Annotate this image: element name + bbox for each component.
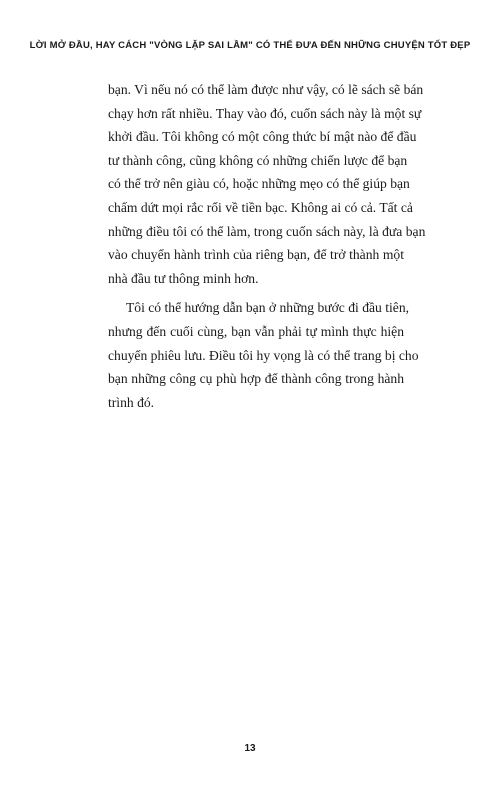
text-line: chuyến phiêu lưu. Điều tôi hy vọng là có thể trang bị cho [108,347,419,363]
text-line: những điều tôi có thể làm, trong cuốn sách này, là đưa bạn [108,223,426,239]
text-line: Tôi có thể hướng dẫn bạn ở những bước đi đầu tiên, [126,300,410,316]
text-line: bạn những công cụ phù hợp để thành công trong hành [108,371,404,387]
body-text [108,78,426,414]
text-line: nhưng đến cuối cùng, bạn vẫn phải tự mình thực hiện [108,323,404,339]
text-line: trình đó. [108,394,155,410]
paragraph [108,78,426,290]
paragraph [108,296,419,414]
text-line: bạn. Vì nếu nó có thể làm được như vậy, có lẽ sách sẽ bán [108,82,424,97]
text-line: vào chuyến hành trình của riêng bạn, để trở thành một [108,247,404,263]
text-line: có thể trở nên giàu có, hoặc những mẹo có thể giúp bạn [108,176,410,192]
text-line: chấm dứt mọi rắc rối về tiền bạc. Không ai có cả. Tất cả [108,199,413,215]
page-number: 13 [244,743,256,754]
running-header: LỜI MỞ ĐẦU, HAY CÁCH "VÒNG LẶP SAI LẦM" CÓ THỂ ĐƯA ĐẾN NHỮNG CHUYỆN TỐT ĐẸP [29,40,471,51]
text-line: khởi đầu. Tôi không có một công thức bí mật nào để đầu [108,129,417,145]
text-line: nhà đầu tư thông minh hơn. [108,270,259,286]
text-line: chạy hơn rất nhiều. Thay vào đó, cuốn sách này là một sự [108,105,422,121]
text-line: tư thành công, cũng không có những chiến lược để bạn [108,152,408,168]
